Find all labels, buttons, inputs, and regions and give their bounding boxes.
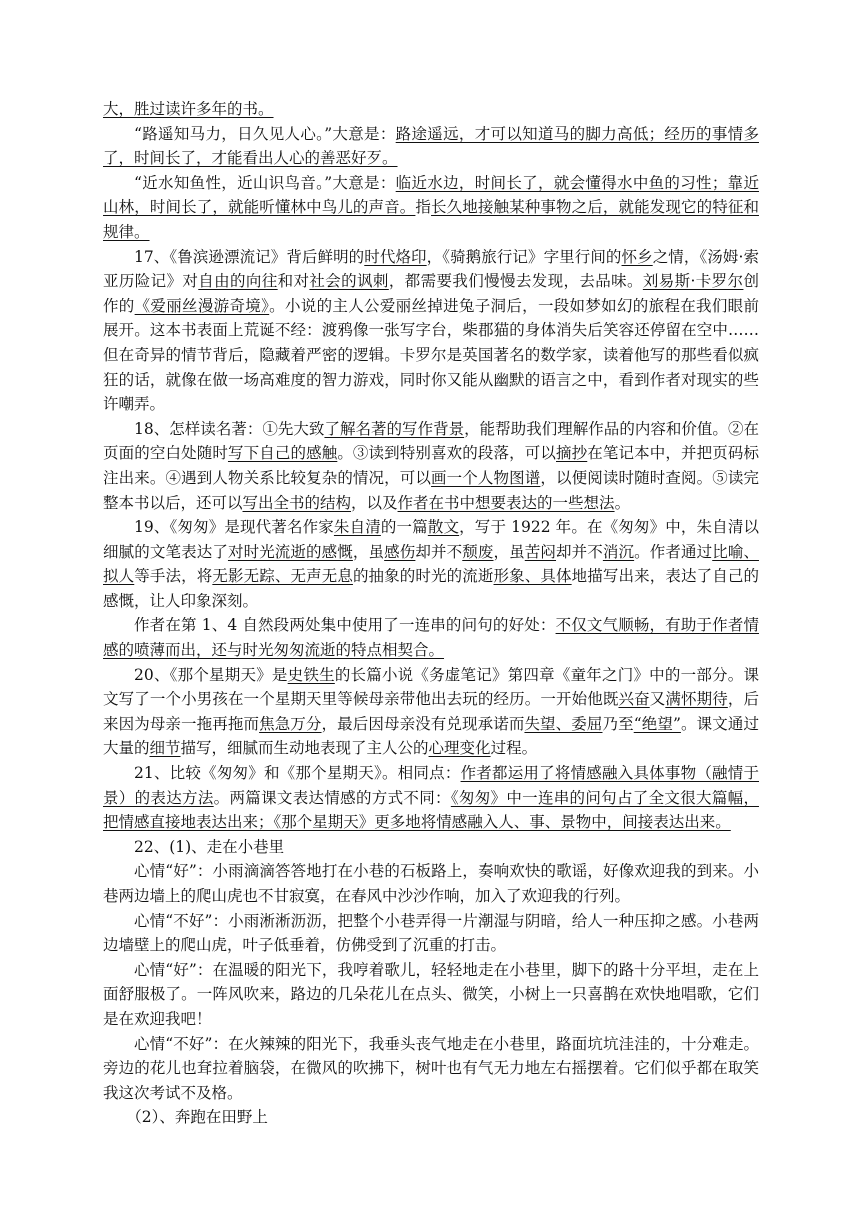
- text-segment: ，最后因母亲没有兑现承诺而: [321, 714, 525, 733]
- underlined-answer: 形象、具体: [493, 567, 572, 586]
- text-segment: “路遥知马力，日久见人心。”大意是：: [134, 124, 396, 143]
- text-segment: ，以便阅读时随时查阅。⑤读完整本书以后，还可以: [103, 468, 759, 512]
- document-body: [103, 97, 759, 1130]
- text-segment: 过程。: [490, 739, 538, 758]
- paragraph: [103, 1105, 759, 1130]
- text-segment: 。: [614, 493, 631, 512]
- underlined-answer: 比喻、拟人: [103, 542, 759, 586]
- text-segment: 却并不: [556, 542, 603, 561]
- paragraph: [103, 515, 759, 613]
- underlined-answer: 作者都运用了将情感融入具体事物（融情于景）的表达方法: [103, 764, 759, 807]
- underlined-answer: 朱自清: [333, 518, 381, 537]
- text-segment: 心情“不好”：在火辣辣的阳光下，我垂头丧气地走在小巷里，路面坑坑洼洼的，十分难走。旁边的花儿也耷拉着脑袋，在微风的吹拂下，树叶也有气无力地左右摇摆着。它们似乎都在取笑我这次考试不及格。: [103, 1034, 759, 1102]
- text-segment: 。③读到特别喜欢的段落，可以: [337, 444, 556, 463]
- underlined-answer: 摘抄: [556, 444, 588, 463]
- underlined-answer: 临近水边，时间长了，就会懂得水中鱼的习性；靠近山林，时间长了，就能听懂林中鸟儿的声音。: [103, 173, 759, 217]
- text-segment: 创作的: [103, 272, 759, 315]
- text-segment: 。作者通过: [634, 542, 713, 561]
- text-segment: ，虽: [493, 542, 525, 561]
- text-segment: 在笔记本中，并把页码标注出来。④遇到人物关系比较复杂的情况，可以: [103, 444, 759, 487]
- paragraph: [103, 97, 759, 122]
- paragraph: [103, 613, 759, 662]
- paragraph: [103, 122, 759, 171]
- underlined-answer: 社会的讽刺: [309, 272, 389, 291]
- underlined-answer: 写出全书的结构: [242, 493, 352, 512]
- paragraph: [103, 909, 759, 958]
- underlined-answer: 《爱丽丝漫游奇境》: [134, 296, 270, 315]
- text-segment: 却并不: [415, 542, 463, 561]
- underlined-answer: 怀乡: [621, 247, 653, 266]
- text-segment: 21、比较《匆匆》和《那个星期天》。相同点：: [134, 764, 461, 783]
- text-segment: 心情“不好”：小雨淅淅沥沥，把整个小巷弄得一片潮湿与阴暗，给人一种压抑之感。小巷两边墙壁上的爬山虎，叶子低垂着，仿佛受到了沉重的打击。: [103, 911, 759, 955]
- text-segment: 心情“好”：在温暖的阳光下，我哼着歌儿，轻轻地走在小巷里，脚下的路十分平坦，走在上面舒服极了。一阵风吹来，路边的几朵花儿在点头、微笑，小树上一只喜鹊在欢快地唱歌，它们是在欢迎我吧！: [103, 960, 759, 1028]
- text-segment: 心情“好”：小雨滴滴答答地打在小巷的石板路上，奏响欢快的歌谣，好像欢迎我的到来。小巷两边墙上的爬山虎也不甘寂寞，在春风中沙沙作响，加入了欢迎我的行列。: [103, 862, 759, 905]
- underlined-answer: 作者在书中想要表达的一些想法: [397, 493, 615, 512]
- text-segment: 又: [649, 690, 666, 709]
- underlined-answer: 对时光流逝的感慨: [227, 542, 353, 561]
- underlined-answer: 自由的向往: [198, 272, 278, 291]
- text-segment: 18、怎样读名著：①先大致: [134, 419, 325, 438]
- paragraph: [103, 1032, 759, 1106]
- text-segment: 描写，细腻而生动地表现了主人公的: [180, 739, 429, 758]
- text-segment: ，《骑鹅旅行记》字里行间的: [426, 247, 622, 266]
- text-segment: ，后来因为母亲一拖再拖而: [103, 690, 759, 733]
- underlined-answer: “绝望”: [633, 714, 681, 733]
- text-segment: 的长篇小说《务虚笔记》第四章《童年之门》中的一部分。课文写了一个小男孩在一个星期天里等候母亲带他出去玩的经历。一开始他既: [103, 665, 759, 709]
- text-segment: 作者在第 1、4 自然段两处集中使用了一连串的问句的好处：: [134, 616, 556, 635]
- underlined-answer: 散文: [427, 518, 460, 537]
- underlined-answer: 苦闷: [524, 542, 557, 561]
- text-segment: ，都需要我们慢慢去发现，去品味。: [388, 272, 643, 291]
- text-segment: 等手法，将: [134, 567, 213, 586]
- text-segment: 17、《鲁滨逊漂流记》背后鲜明的: [134, 247, 365, 266]
- text-segment: 指: [415, 198, 432, 217]
- text-segment: ，能帮助我们理解作品的内容和价值。②在页面的空白处随时: [103, 419, 759, 463]
- paragraph: [103, 835, 759, 860]
- underlined-answer: 画一个人物图谱: [431, 468, 541, 487]
- text-segment: 的抽象的时光的流逝: [352, 567, 494, 586]
- underlined-answer: 了解名著的写作背景: [324, 419, 465, 438]
- text-segment: 的一篇: [380, 518, 428, 537]
- text-segment: ，虽: [352, 542, 385, 561]
- text-segment: 。两篇课文表达情感的方式不同：: [213, 788, 451, 807]
- text-segment: 乃至: [602, 714, 634, 733]
- paragraph: [103, 958, 759, 1032]
- text-segment: 地描写出来，表达了自己的感慨，让人印象深刻。: [103, 567, 759, 610]
- underlined-answer: 焦急万分: [259, 714, 322, 733]
- text-segment: ，以及: [351, 493, 398, 512]
- text-segment: 19、《匆匆》是现代著名作家: [134, 518, 334, 537]
- underlined-answer: 长久地接触某种事物之后，就能发现它的特征和规律。: [103, 198, 759, 241]
- paragraph: [103, 859, 759, 908]
- underlined-answer: 细节: [149, 739, 181, 758]
- text-segment: “近水知鱼性，近山识鸟音。”大意是：: [134, 173, 396, 192]
- underlined-answer: 满怀期待: [665, 690, 728, 709]
- underlined-answer: 感伤: [384, 542, 416, 561]
- underlined-answer: 刘易斯·卡罗尔: [642, 272, 744, 291]
- underlined-answer: 失望、委屈: [524, 714, 603, 733]
- text-segment: （2）、奔跑在田野上: [126, 1108, 268, 1127]
- underlined-answer: 写下自己的感触: [227, 444, 338, 463]
- paragraph: [103, 417, 759, 515]
- underlined-answer: 大，胜过读许多年的书。: [103, 100, 274, 118]
- text-segment: 20、《那个星期天》是: [134, 665, 288, 684]
- underlined-answer: 心理变化: [428, 739, 491, 758]
- underlined-answer: 《匆匆》中一连串的问句占了全文很大篇幅，把情感直接地表达出来；《那个星期天》更多地将情感融入人、事、景物中，间接表达出来。: [103, 788, 759, 832]
- paragraph: [103, 761, 759, 835]
- paragraph: [103, 245, 759, 417]
- underlined-answer: 无影无踪、无声无息: [212, 567, 353, 586]
- underlined-answer: 消沉: [602, 542, 635, 561]
- underlined-answer: 路途遥远，才可以知道马的脚力高低；经历的事情多了，时间长了，才能看出人心的善恶好歹。: [103, 124, 759, 168]
- text-segment: 22、(1)、走在小巷里: [134, 837, 285, 856]
- paragraph: [103, 171, 759, 245]
- text-segment: 。课文通过大量的: [103, 714, 759, 758]
- text-segment: 。小说的主人公爱丽丝掉进兔子洞后，一段如梦如幻的旅程在我们眼前展开。这本书表面上荒诞不经：渡鸦像一张写字台，柴郡猫的身体消失后笑容还停留在空中……但在奇异的情节背后，隐藏着严密的逻辑。卡罗尔是英国著名的数学家，读着他写的那些看似疯狂的话，就像在做一场高难度的智力游戏，同时你又能从幽默的语言之中，看到作者对现实的些许嘲弄。: [103, 296, 759, 414]
- underlined-answer: 不仅文气顺畅，有助于作者情感的喷薄而出，还与时光匆匆流逝的特点相契合。: [103, 616, 759, 660]
- underlined-answer: 史铁生: [287, 665, 335, 684]
- paragraph: [103, 663, 759, 761]
- text-segment: ，写于 1922 年。在《匆匆》中，朱自清以细腻的文笔表达了: [103, 518, 759, 561]
- underlined-answer: 颓废: [462, 542, 494, 561]
- text-segment: 之情，《汤姆·索亚历险记》对: [103, 247, 759, 291]
- underlined-answer: 兴奋: [618, 690, 650, 709]
- underlined-answer: 时代烙印: [364, 247, 427, 266]
- text-segment: 和对: [277, 272, 310, 291]
